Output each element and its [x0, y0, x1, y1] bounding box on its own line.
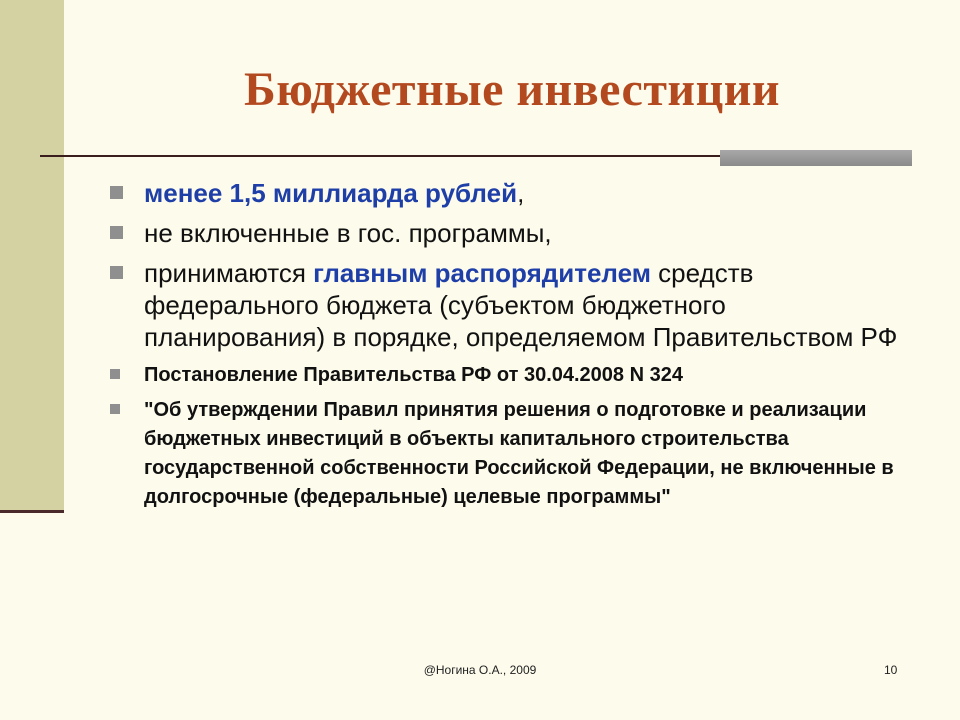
bullet-list: [110, 177, 910, 512]
accepted-tail: средств федерального бюджета (субъектом бюджетного планирования) в порядке, определяемом Правительством РФ: [144, 258, 898, 352]
slide-title: Бюджетные инвестиции: [243, 63, 781, 116]
square-bullet-icon: [110, 266, 123, 279]
decree-title-text: "Об утверждении Правил принятия решения о подготовке и реализации бюджетных инвестиций в объекты капитального строительства государственной собственности Российской Федерации, не включенные в долгосрочные (федеральные) целевые программы": [144, 399, 894, 508]
not-included-text: не включенные в гос. программы,: [144, 218, 552, 248]
bullet-item-amount: [110, 177, 910, 209]
accepted-pre: принимаются: [144, 258, 314, 288]
square-bullet-icon: [110, 369, 120, 379]
left-decorative-band: [0, 0, 64, 512]
left-band-underline: [0, 510, 64, 513]
footer-page-number: 10: [884, 663, 898, 677]
square-bullet-icon: [110, 186, 123, 199]
footer-author: @Ногина О.А., 2009: [423, 663, 537, 677]
bullet-item-accepted-by: [110, 257, 910, 353]
square-bullet-icon: [110, 404, 120, 414]
bullet-item-not-included: [110, 217, 910, 249]
square-bullet-icon: [110, 226, 123, 239]
bullet-item-decree: [110, 361, 910, 390]
accepted-highlight: главным распорядителем: [313, 258, 651, 288]
amount-tail: ,: [517, 178, 525, 208]
bullet-item-decree-title: [110, 396, 910, 512]
amount-highlight: менее 1,5 миллиарда рублей: [144, 178, 518, 208]
title-divider-bar: [720, 150, 912, 166]
decree-text: Постановление Правительства РФ от 30.04.2008 N 324: [144, 364, 683, 386]
